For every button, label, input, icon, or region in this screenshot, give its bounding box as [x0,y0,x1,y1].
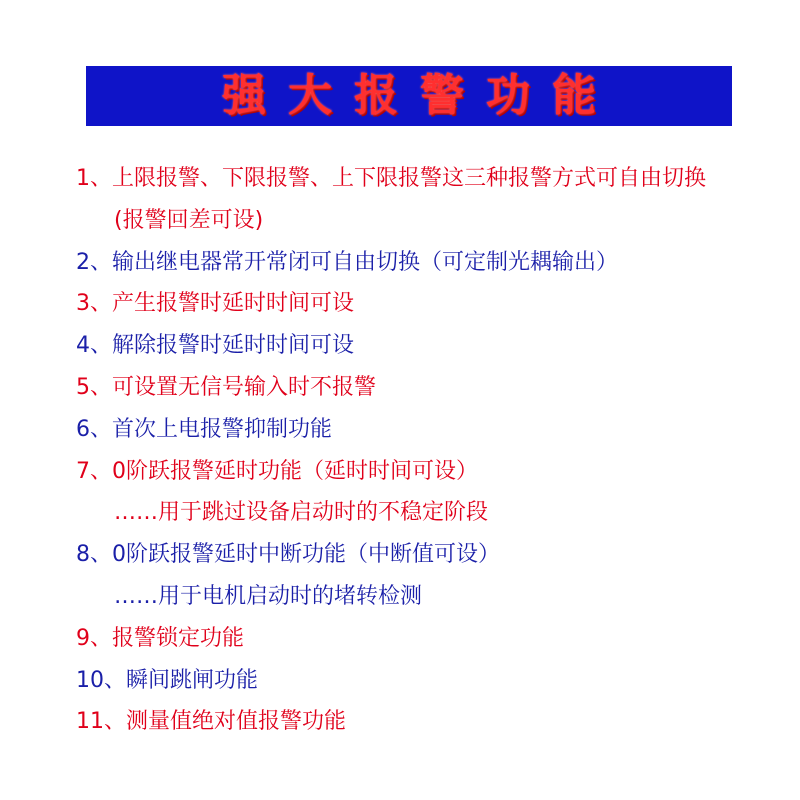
feature-text: 报警锁定功能 [112,625,245,651]
feature-item-8 [76,534,776,576]
feature-item-10 [76,660,776,702]
feature-note: (报警回差可设) [114,207,264,233]
feature-item-1 [76,158,776,200]
feature-number: 5、 [76,374,112,400]
feature-text: 上限报警、下限报警、上下限报警这三种报警方式可自由切换 [112,166,707,191]
feature-note: ……用于跳过设备启动时的不稳定阶段 [114,500,489,526]
feature-number: 4、 [76,333,112,359]
feature-number: 2、 [76,249,112,275]
feature-list [76,158,776,743]
feature-item-2 [76,242,776,284]
feature-number: 11、 [76,709,126,735]
feature-item-4 [76,325,776,367]
feature-text: 解除报警时延时时间可设 [112,333,355,359]
feature-number: 9、 [76,625,112,651]
feature-item-9 [76,618,776,660]
title-banner [86,66,732,126]
feature-item-8-note [76,576,776,618]
feature-number: 8、 [76,542,112,568]
feature-text: 首次上电报警抑制功能 [112,416,333,442]
feature-number: 7、 [76,458,112,484]
feature-text: 测量值绝对值报警功能 [126,709,347,735]
page-title: 强大报警功能 [222,70,618,121]
feature-item-6 [76,409,776,451]
feature-item-7-note [76,492,776,534]
feature-item-7 [76,451,776,493]
feature-item-11 [76,701,776,743]
feature-item-5 [76,367,776,409]
feature-text: 0阶跃报警延时中断功能（中断值可设） [112,542,500,568]
feature-text: 可设置无信号输入时不报警 [112,374,377,400]
feature-text: 瞬间跳闸功能 [126,667,259,693]
feature-text: 输出继电器常开常闭可自由切换（可定制光耦输出） [112,249,619,275]
feature-number: 3、 [76,291,112,317]
feature-item-1-note [76,200,776,242]
feature-text: 0阶跃报警延时功能（延时时间可设） [112,458,478,484]
feature-item-3 [76,283,776,325]
feature-number: 6、 [76,416,112,442]
feature-number: 10、 [76,667,126,693]
feature-note: ……用于电机启动时的堵转检测 [114,583,423,609]
feature-text: 产生报警时延时时间可设 [112,291,355,317]
feature-number: 1、 [76,166,112,191]
